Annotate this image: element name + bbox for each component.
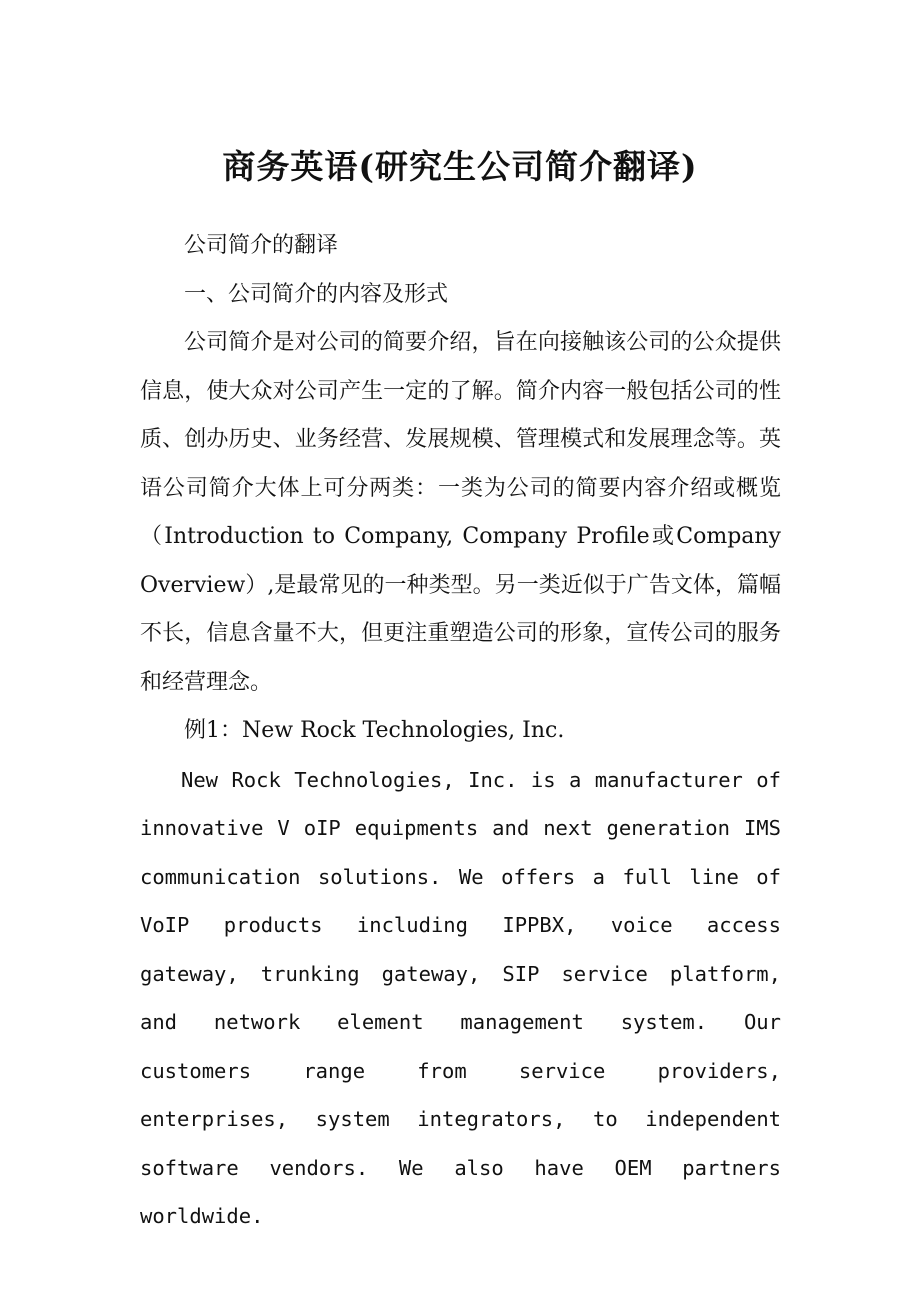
subsection-heading: 一、公司简介的内容及形式 (184, 281, 449, 307)
example-paragraph: New Rock Technologies, Inc. is a manufacturer of innovative V oIP equipments and next generation IMS communication solutions. We offers a full line of VoIP products including IPPBX, voice access gateway, trunking gateway, SIP service platform, and network element management system. Our customers range from service providers, enterprises, system integrators, to independent software vendors. We also have OEM partners worldwide. (140, 767, 781, 1228)
example-label: 例1：New Rock Technologies, Inc. (184, 718, 565, 743)
document-title: 商务英语(研究生公司简介翻译) (222, 147, 698, 186)
intro-paragraph: 公司简介是对公司的简要介绍，旨在向接触该公司的公众提供信息，使大众对公司产生一定的了解。简介内容一般包括公司的性质、创办历史、业务经营、发展规模、管理模式和发展理念等。英语公司简介大体上可分两类：一类为公司的简要内容介绍或概览（Introduction to Company, Company Profile或Company Overview）,是最常见的一种类型。另一类近似于广告文体，篇幅不长，信息含量不大，但更注重塑造公司的形象，宣传公司的服务和经营理念。 (140, 330, 781, 695)
section-heading: 公司简介的翻译 (184, 233, 339, 258)
document-body (140, 222, 781, 1241)
